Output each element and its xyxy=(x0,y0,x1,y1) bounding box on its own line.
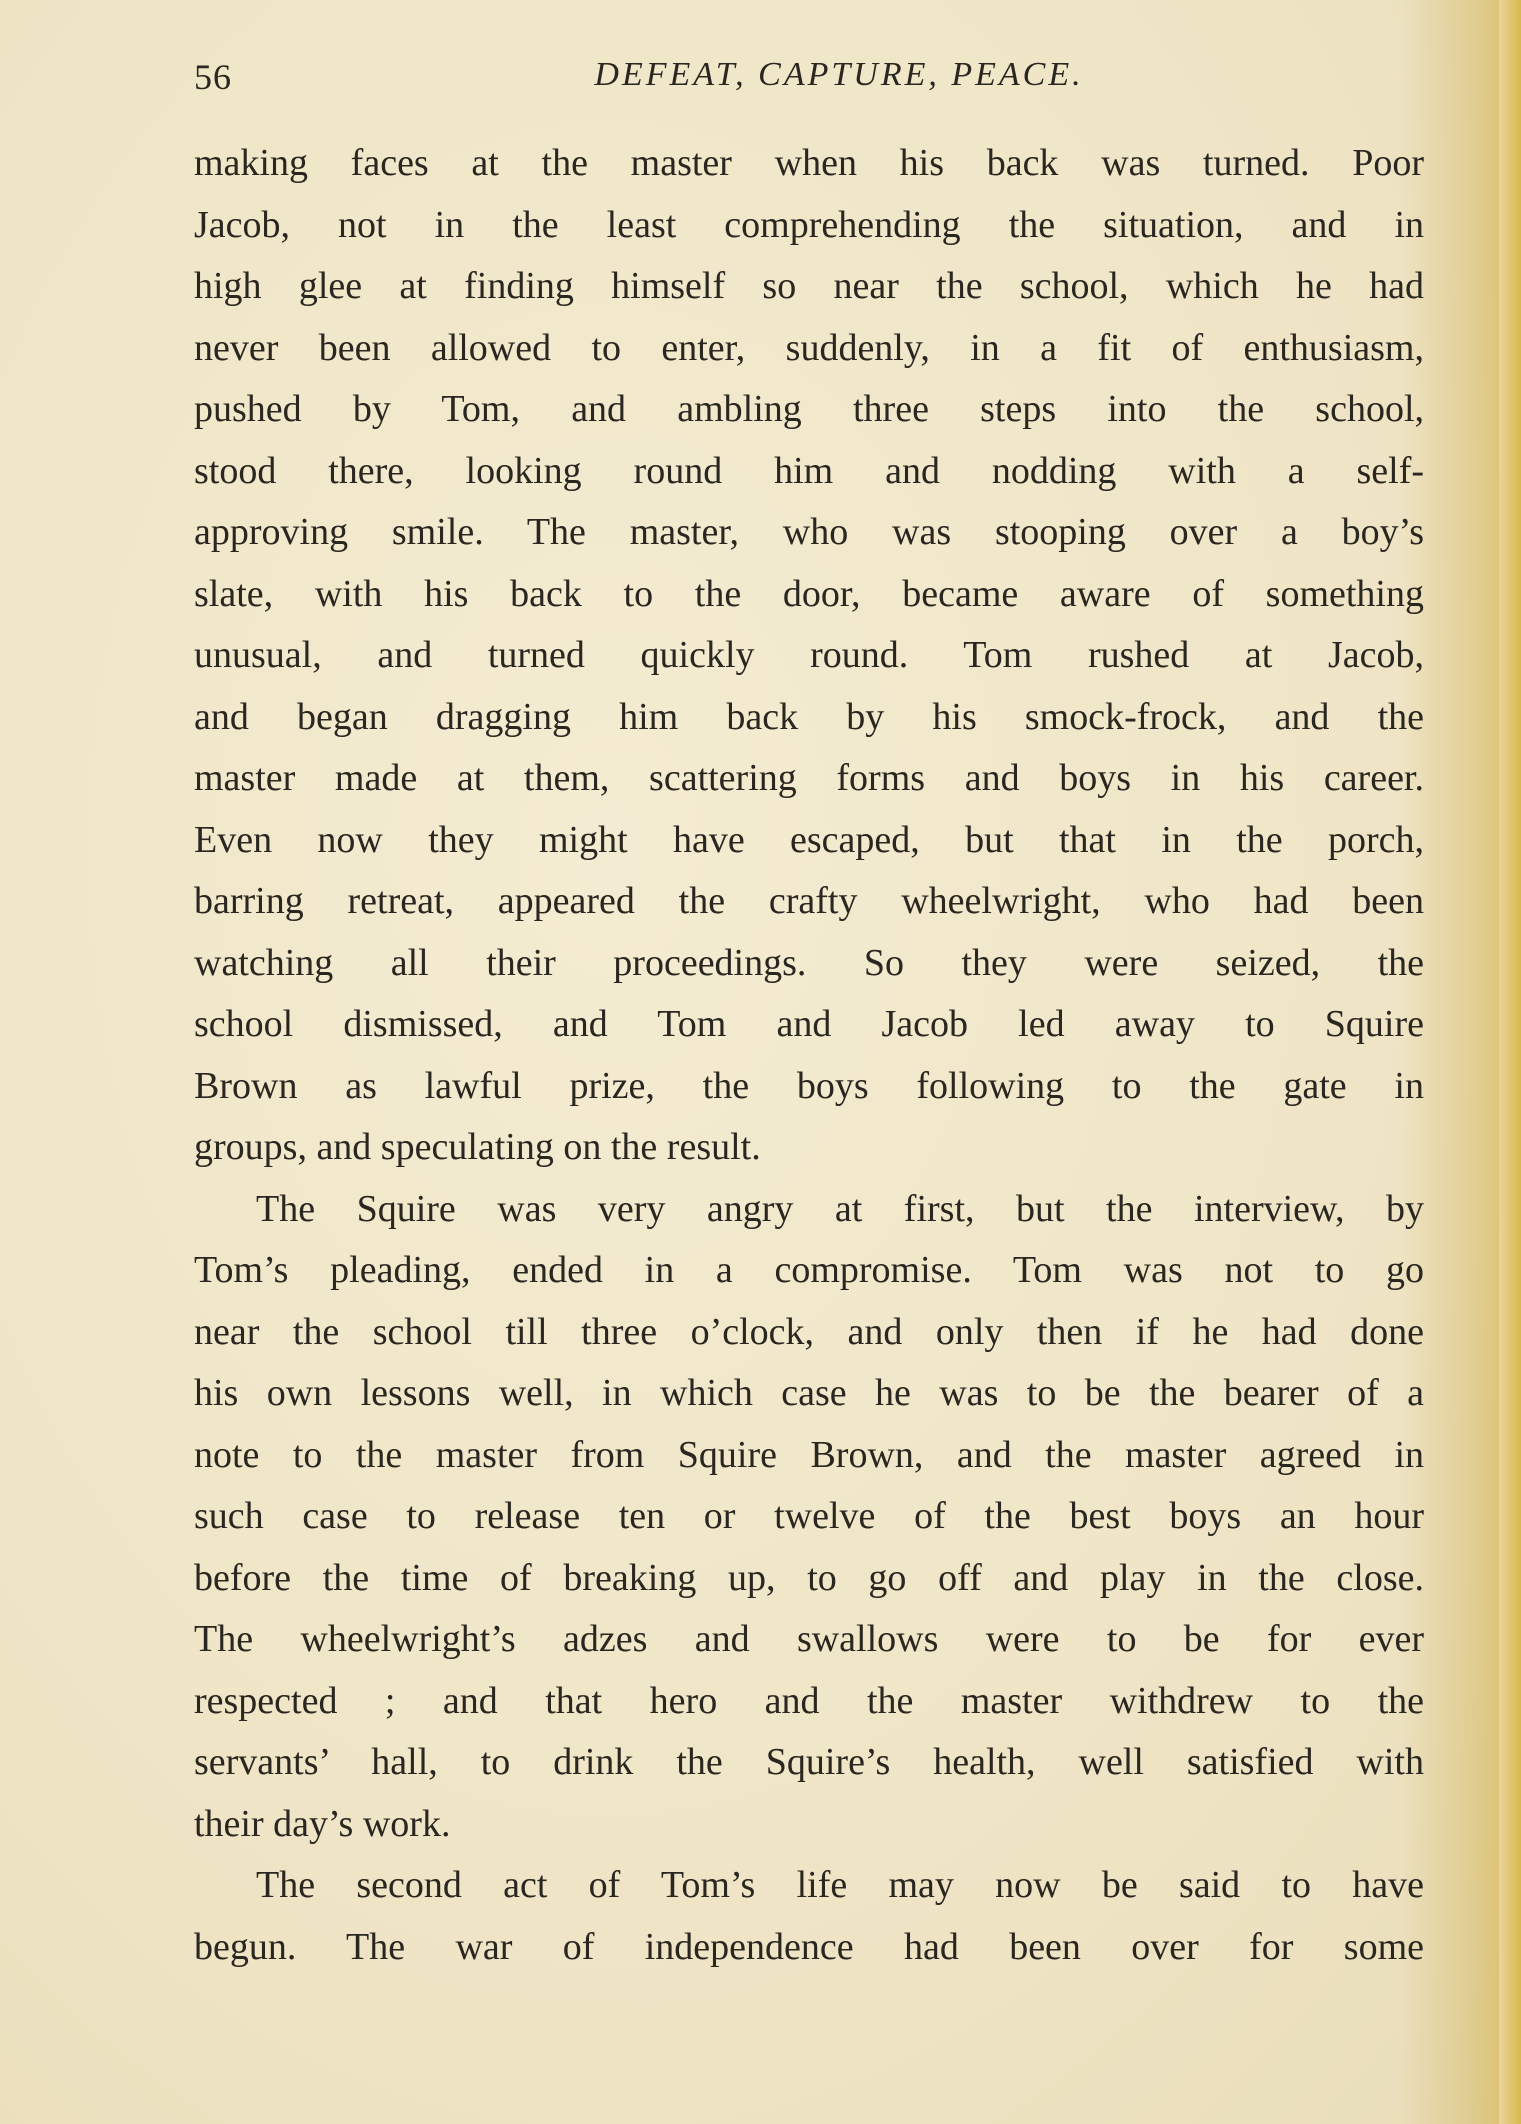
text-line: unusual, and turned quickly round. Tom rushed at Jacob, xyxy=(194,634,1424,676)
page-number: 56 xyxy=(194,57,232,97)
text-line: school dismissed, and Tom and Jacob led away to Squire xyxy=(194,1003,1424,1045)
paragraph-start-line: The second act of Tom’s life may now be said to have xyxy=(256,1864,1424,1906)
text-line: watching all their proceedings. So they were seized, the xyxy=(194,941,1424,984)
page-edge xyxy=(1499,0,1521,2124)
chapter-running-title: DEFEAT, CAPTURE, PEACE. xyxy=(594,56,1084,93)
text-line: note to the master from Squire Brown, and the master agreed in xyxy=(194,1433,1424,1476)
text-line: barring retreat, appeared the crafty wheelwright, who had been xyxy=(194,880,1424,922)
text-line: pushed by Tom, and ambling three steps into the school, xyxy=(194,388,1424,430)
text-line: stood there, looking round him and nodding with a self- xyxy=(194,449,1424,492)
text-line: servants’ hall, to drink the Squire’s health, well satisfied with xyxy=(194,1741,1424,1783)
text-line: such case to release ten or twelve of the best boys an hour xyxy=(194,1495,1424,1537)
text-line: Brown as lawful prize, the boys following to the gate in xyxy=(194,1064,1424,1107)
text-line: slate, with his back to the door, became aware of something xyxy=(194,572,1424,615)
paragraph-end-line: groups, and speculating on the result. xyxy=(194,1126,761,1168)
text-line: high glee at finding himself so near the school, which he had xyxy=(194,265,1424,307)
text-line: never been allowed to enter, suddenly, in a fit of enthusiasm, xyxy=(194,326,1424,369)
text-line: begun. The war of independence had been over for some xyxy=(194,1925,1424,1968)
running-head xyxy=(194,56,1424,106)
paragraph-start-line: The Squire was very angry at first, but the interview, by xyxy=(256,1187,1424,1230)
text-line: and began dragging him back by his smock-frock, and the xyxy=(194,695,1424,738)
paragraph-end-line: their day’s work. xyxy=(194,1802,451,1845)
text-line: master made at them, scattering forms and boys in his career. xyxy=(194,757,1424,799)
text-line: his own lessons well, in which case he was to be the bearer of a xyxy=(194,1372,1424,1414)
text-line: Tom’s pleading, ended in a compromise. Tom was not to go xyxy=(194,1249,1424,1291)
body-text xyxy=(194,133,1424,1978)
text-line: near the school till three o’clock, and only then if he had done xyxy=(194,1310,1424,1353)
text-line: Jacob, not in the least comprehending the situation, and in xyxy=(194,203,1424,246)
text-line: The wheelwright’s adzes and swallows were to be for ever xyxy=(194,1618,1424,1660)
text-line: approving smile. The master, who was stooping over a boy’s xyxy=(194,511,1424,553)
text-line: before the time of breaking up, to go off and play in the close. xyxy=(194,1556,1424,1599)
text-line: Even now they might have escaped, but that in the porch, xyxy=(194,818,1424,861)
text-line: making faces at the master when his back was turned. Poor xyxy=(194,142,1424,184)
text-line: respected ; and that hero and the master withdrew to the xyxy=(194,1679,1424,1722)
